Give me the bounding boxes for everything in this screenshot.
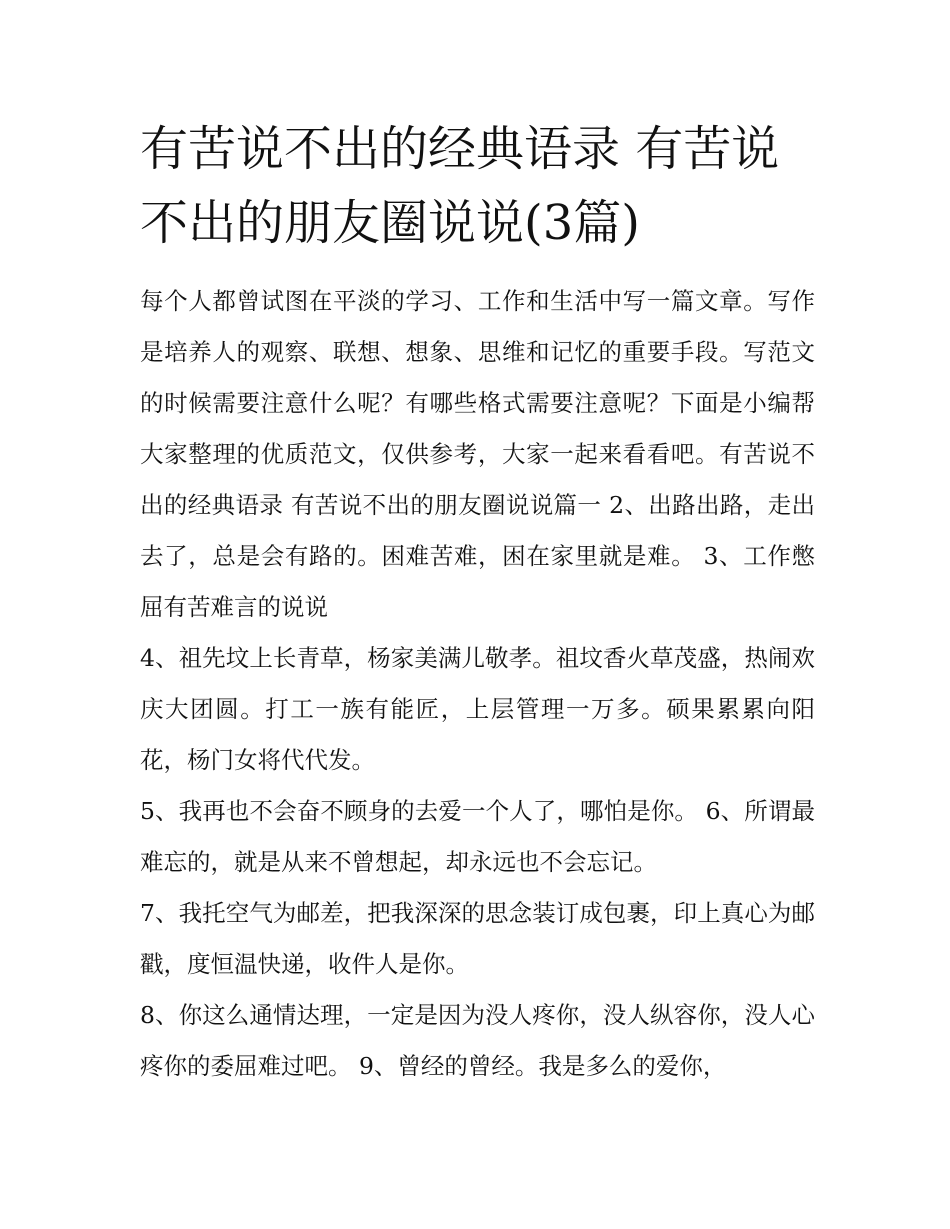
paragraph-item-5-6: 5、我再也不会奋不顾身的去爱一个人了，哪怕是你。 6、所谓最难忘的，就是从来不曾想起，却永远也不会忘记。	[140, 797, 815, 876]
paragraph-item-8-9: 8、你这么通情达理，一定是因为没人疼你，没人纵容你，没人心疼你的委屈难过吧。 9、曾经的曾经。我是多么的爱你，	[140, 1001, 815, 1080]
document-page	[140, 112, 815, 1092]
document-title: 有苦说不出的经典语录 有苦说不出的朋友圈说说(3篇)	[140, 121, 780, 251]
paragraph-item-4: 4、祖先坟上长青草，杨家美满儿敬孝。祖坟香火草茂盛，热闹欢庆大团圆。打工一族有能匠，上层管理一万多。硕果累累向阳花，杨门女将代代发。	[140, 644, 815, 774]
paragraph-item-7: 7、我托空气为邮差，把我深深的思念装订成包裹，印上真心为邮戳，度恒温快递，收件人是你。	[140, 899, 815, 978]
document-body	[140, 276, 815, 1092]
paragraph-intro: 每个人都曾试图在平淡的学习、工作和生活中写一篇文章。写作是培养人的观察、联想、想象、思维和记忆的重要手段。写范文的时候需要注意什么呢？有哪些格式需要注意呢？下面是小编帮大家整理的优质范文，仅供参考，大家一起来看看吧。有苦说不出的经典语录 有苦说不出的朋友圈说说篇一 2、出路出路，走出去了，总是会有路的。困难苦难，困在家里就是难。 3、工作憋屈有苦难言的说说	[140, 287, 815, 621]
